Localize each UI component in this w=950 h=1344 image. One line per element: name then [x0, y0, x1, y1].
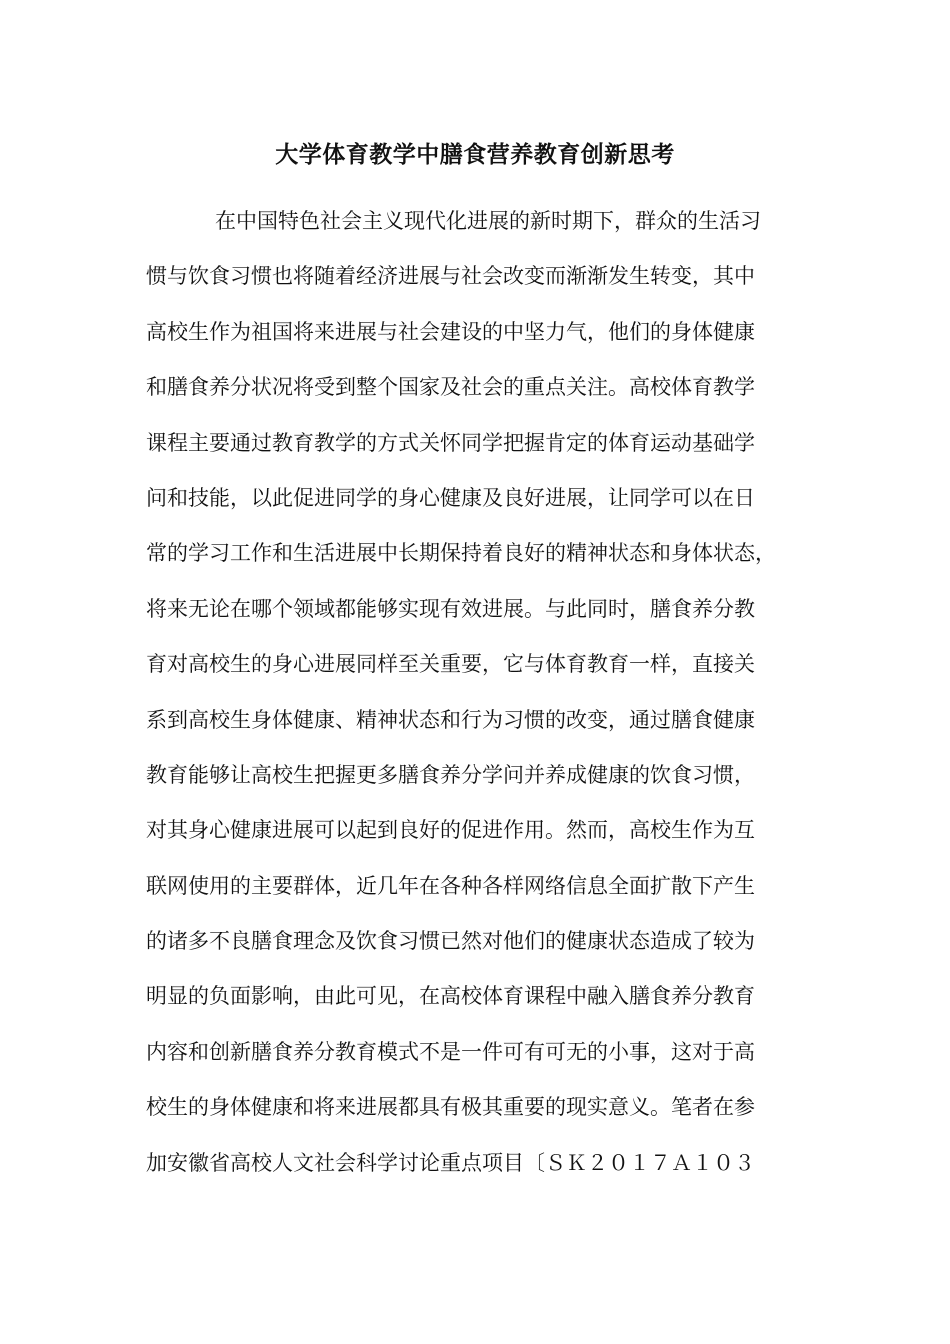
paragraph-line: 惯与饮食习惯也将随着经济进展与社会改变而渐渐发生转变，其中	[146, 264, 755, 289]
paragraph-line: 对其身心健康进展可以起到良好的促进作用。然而，高校生作为互	[146, 818, 755, 843]
paragraph-line: 系到高校生身体健康、精神状态和行为习惯的改变，通过膳食健康	[146, 707, 755, 732]
document-title: 大学体育教学中膳食营养教育创新思考	[275, 141, 675, 168]
paragraph-line: 将来无论在哪个领域都能够实现有效进展。与此同时，膳食养分教	[146, 596, 755, 621]
paragraph-line: 和膳食养分状况将受到整个国家及社会的重点关注。高校体育教学	[146, 375, 755, 400]
body-paragraph	[146, 194, 826, 1191]
paragraph-line: 常的学习工作和生活进展中长期保持着良好的精神状态和身体状态，	[146, 541, 776, 566]
paragraph-line: 内容和创新膳食养分教育模式不是一件可有可无的小事，这对于高	[146, 1039, 755, 1064]
paragraph-line: 问和技能，以此促进同学的身心健康及良好进展，让同学可以在日	[146, 485, 755, 510]
paragraph-line: 加安徽省高校人文社会科学讨论重点项目〔ＳＫ２０１７Ａ１０３	[146, 1150, 755, 1175]
paragraph-line: 明显的负面影响，由此可见，在高校体育课程中融入膳食养分教育	[146, 984, 755, 1009]
paragraph-line: 课程主要通过教育教学的方式关怀同学把握肯定的体育运动基础学	[146, 430, 755, 455]
paragraph-line: 在中国特色社会主义现代化进展的新时期下，群众的生活习	[215, 209, 761, 233]
paragraph-line: 联网使用的主要群体，近几年在各种各样网络信息全面扩散下产生	[146, 873, 755, 898]
paragraph-line: 育对高校生的身心进展同样至关重要，它与体育教育一样，直接关	[146, 652, 755, 677]
paragraph-line: 的诸多不良膳食理念及饮食习惯已然对他们的健康状态造成了较为	[146, 929, 755, 954]
paragraph-line: 校生的身体健康和将来进展都具有极其重要的现实意义。笔者在参	[146, 1095, 755, 1120]
paragraph-line: 教育能够让高校生把握更多膳食养分学问并养成健康的饮食习惯，	[146, 762, 755, 787]
paragraph-line: 高校生作为祖国将来进展与社会建设的中坚力气，他们的身体健康	[146, 319, 755, 344]
